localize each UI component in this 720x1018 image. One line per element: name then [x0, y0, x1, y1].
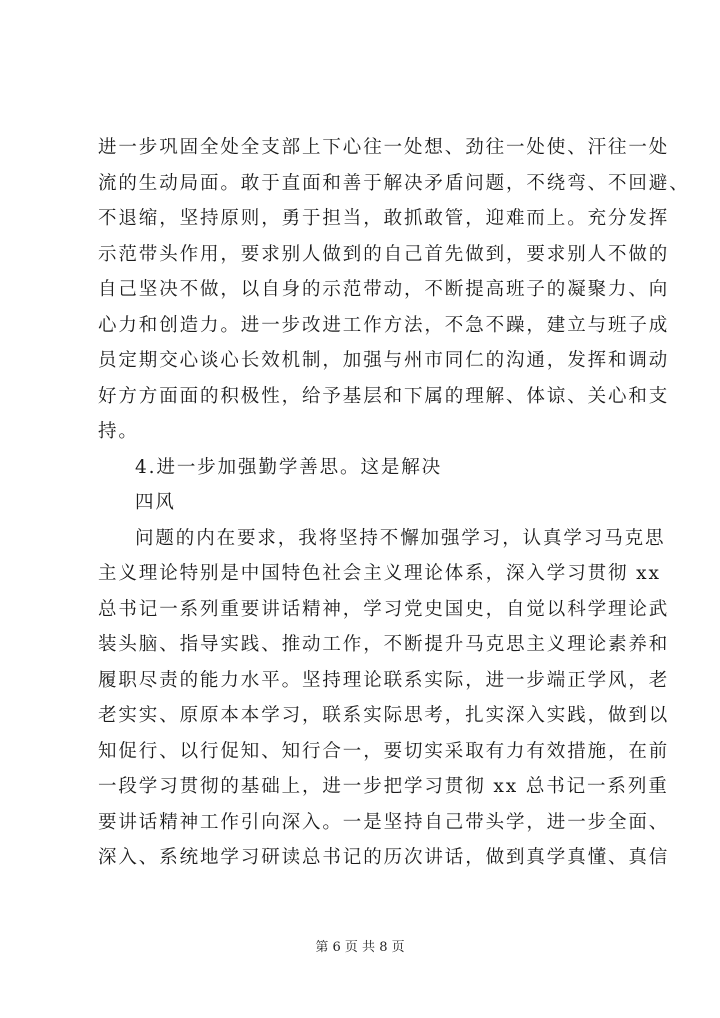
text-line: 老实实、原原本本学习，联系实际思考，扎实深入实践，做到以: [98, 705, 670, 726]
text-line: 员定期交心谈心长效机制，加强与州市同仁的沟通，发挥和调动: [98, 350, 670, 371]
text-line: 4.进一步加强勤学善思。这是解决: [135, 456, 443, 478]
text-line: 一段学习贯彻的基础上，进一步把学习贯彻 xx 总书记一系列重: [98, 776, 669, 797]
text-line: 持。: [98, 421, 139, 442]
text-line: 示范带头作用，要求别人做到的自己首先做到，要求别人不做的: [98, 243, 670, 265]
text-line: 不退缩，坚持原则，勇于担当，敢抓敢管，迎难而上。充分发挥: [98, 208, 670, 229]
text-line: 知促行、以行促知、知行合一，要切实采取有力有效措施，在前: [98, 740, 670, 762]
text-line: 问题的内在要求，我将坚持不懈加强学习，认真学习马克思: [135, 527, 666, 549]
text-line: 自己坚决不做，以自身的示范带动，不断提高班子的凝聚力、向: [98, 279, 670, 300]
text-line: 进一步巩固全处全支部上下心往一处想、劲往一处使、汗往一处: [98, 137, 670, 158]
text-line: 装头脑、指导实践、推动工作，不断提升马克思主义理论素养和: [98, 634, 670, 655]
text-line: 心力和创造力。进一步改进工作方法，不急不躁，建立与班子成: [98, 314, 670, 336]
text-line: 主义理论特别是中国特色社会主义理论体系，深入学习贯彻 xx: [98, 563, 661, 584]
text-line: 要讲话精神工作引向深入。一是坚持自己带头学，进一步全面、: [98, 811, 670, 833]
text-line: 好方方面面的积极性，给予基层和下属的理解、体谅、关心和支: [98, 385, 670, 407]
text-line: 四风: [135, 492, 176, 513]
text-line: 深入、系统地学习研读总书记的历次讲话，做到真学真懂、真信: [98, 847, 670, 868]
page-footer: 第 6 页 共 8 页: [315, 940, 405, 955]
document-body: [98, 130, 690, 876]
text-line: 总书记一系列重要讲话精神，学习党史国史，自觉以科学理论武: [98, 598, 670, 620]
text-line: 履职尽责的能力水平。坚持理论联系实际，进一步端正学风，老: [98, 669, 670, 691]
text-line: 流的生动局面。敢于直面和善于解决矛盾问题，不绕弯、不回避、: [98, 172, 690, 194]
